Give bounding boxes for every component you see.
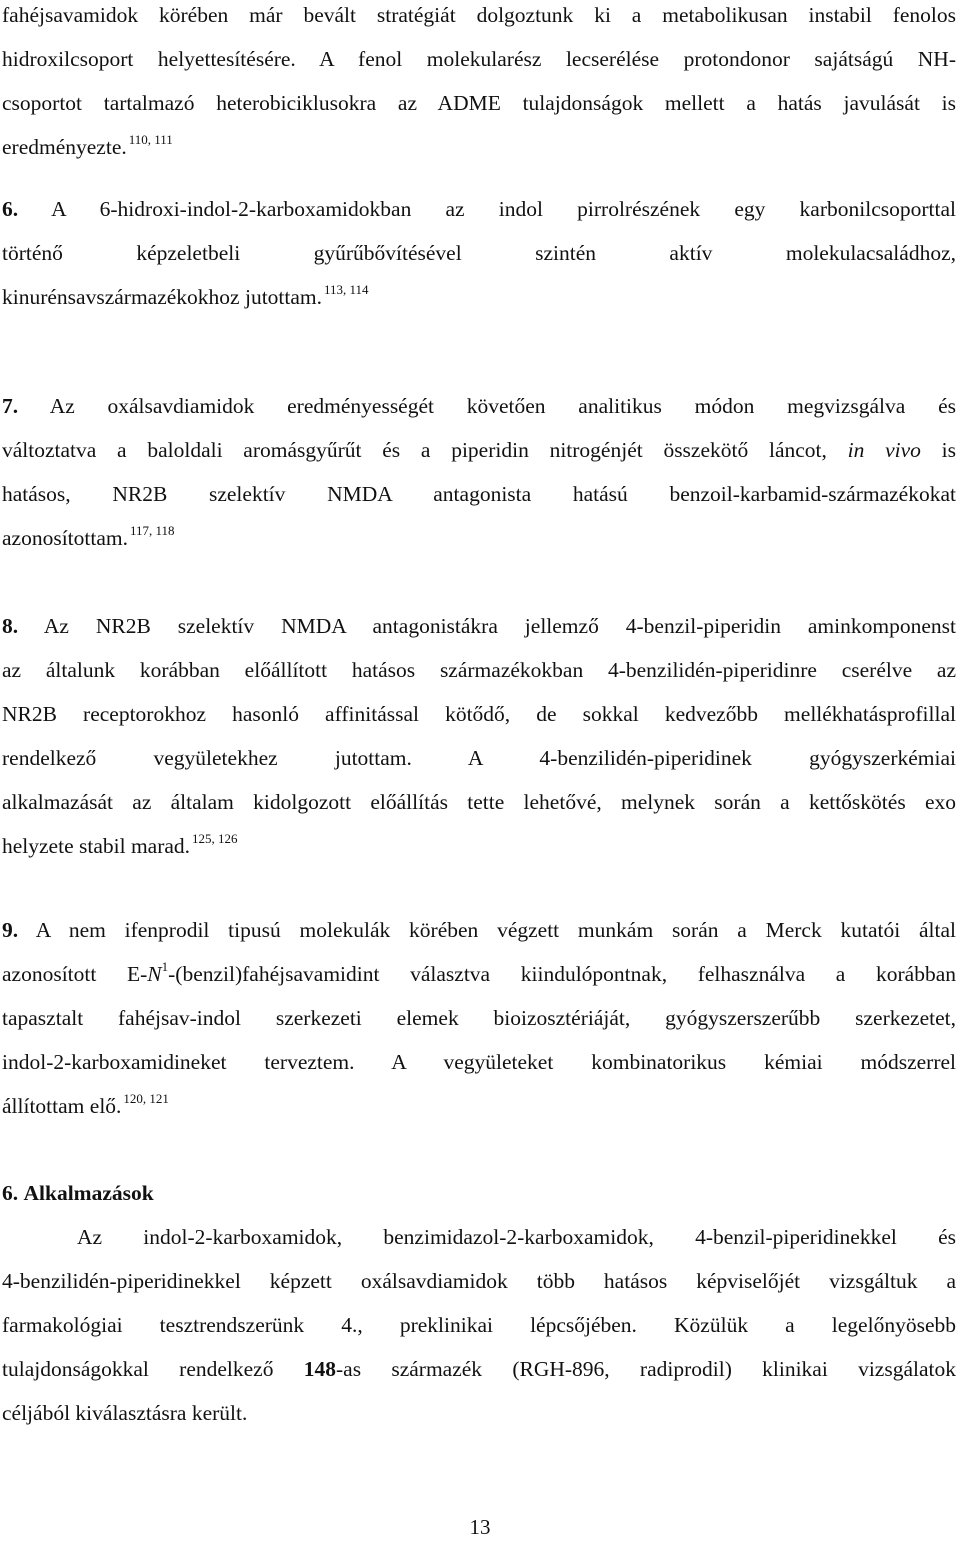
compound-number: 148 xyxy=(303,1357,336,1381)
text-fragment: Az NR2B szelektív NMDA antagonistákra jellemző 4-benzil-piperidin aminkomponenst xyxy=(43,614,956,638)
italic-term: in vivo xyxy=(847,438,921,462)
item-number: 8. xyxy=(2,614,19,638)
item-8-paragraph xyxy=(2,604,956,868)
text-line: farmakológiai tesztrendszerünk 4., preklinikai lépcsőjében. Közülük a legelőnyösebb xyxy=(2,1313,956,1337)
text-fragment: azonosítottam. xyxy=(2,526,128,550)
text-fragment: -(benzil)fahéjsavamidint választva kiindulópontnak, felhasználva a korábban xyxy=(168,962,956,986)
section-applications xyxy=(2,1171,956,1435)
text-line: alkalmazását az általam kidolgozott előállítás tette lehetővé, melynek során a kettőskötés exo xyxy=(2,790,956,814)
superscript: 1 xyxy=(161,959,169,974)
text-fragment: is xyxy=(941,438,957,462)
section-heading xyxy=(2,1171,956,1215)
item-6-paragraph xyxy=(2,187,956,319)
text-line xyxy=(2,824,956,868)
text-line: tapasztalt fahéjsav-indol szerkezeti elemek bioizosztériáját, gyógyszerszerűbb szerkezetet, xyxy=(2,1006,956,1030)
text-line: 4-benzilidén-piperidinekkel képzett oxálsavdiamidok több hatásos képviselőjét vizsgáltuk a xyxy=(2,1269,956,1293)
text-fragment: kinurénsavszármazékokhoz jutottam. xyxy=(2,285,323,309)
text-line: indol-2-karboxamidineket terveztem. A vegyületeket kombinatorikus kémiai módszerrel xyxy=(2,1050,956,1074)
text-line xyxy=(2,1084,956,1128)
text-line xyxy=(2,187,956,231)
text-line: Az indol-2-karboxamidok, benzimidazol-2-karboxamidok, 4-benzil-piperidinekkel és xyxy=(77,1225,956,1249)
text-line: céljából kiválasztásra került. xyxy=(2,1401,248,1425)
text-line: hatásos, NR2B szelektív NMDA antagonista hatású benzoil-karbamid-származékokat xyxy=(2,482,956,506)
item-7-paragraph xyxy=(2,384,956,560)
text-fragment: A nem ifenprodil tipusú molekulák körében végzett munkám során a Merck kutatói által xyxy=(35,918,956,942)
text-line xyxy=(2,384,956,428)
text-fragment: Az oxálsavdiamidok eredményességét követően analitikus módon megvizsgálva és xyxy=(49,394,956,418)
text-fragment: eredményezte. xyxy=(2,135,127,159)
text-fragment: változtatva a baloldali aromásgyűrűt és a piperidin nitrogénjét összekötő láncot, xyxy=(2,438,827,462)
text-fragment: -as származék (RGH-896, radiprodil) klinikai vizsgálatok xyxy=(336,1357,957,1381)
text-line xyxy=(2,428,956,472)
text-fragment: helyzete stabil marad. xyxy=(2,834,191,858)
text-fragment: állítottam elő. xyxy=(2,1094,122,1118)
text-line xyxy=(2,1347,956,1391)
text-line xyxy=(2,275,956,319)
item-number: 6. xyxy=(2,197,19,221)
text-line xyxy=(2,604,956,648)
reference-superscript: 113, 114 xyxy=(324,282,369,297)
text-line: fahéjsavamidok körében már bevált stratégiát dolgoztunk ki a metabolikusan instabil fenolos xyxy=(2,3,956,27)
text-fragment: tulajdonságokkal rendelkező xyxy=(2,1357,274,1381)
italic-term: N xyxy=(147,962,162,986)
text-line xyxy=(2,908,956,952)
reference-superscript: 120, 121 xyxy=(123,1091,169,1106)
text-line: hidroxilcsoport helyettesítésére. A fenol molekularész lecserélése protondonor sajátságú NH- xyxy=(2,47,956,71)
text-line: rendelkező vegyületekhez jutottam. A 4-benzilidén-piperidinek gyógyszerkémiai xyxy=(2,746,956,770)
reference-superscript: 117, 118 xyxy=(130,523,175,538)
page-number: 13 xyxy=(469,1515,491,1539)
text-line xyxy=(2,516,956,560)
reference-superscript: 125, 126 xyxy=(192,831,238,846)
section-title: Alkalmazások xyxy=(23,1181,154,1205)
text-line: az általunk korábban előállított hatásos származékokban 4-benzilidén-piperidinre cserélve az xyxy=(2,658,956,682)
text-line: történő képzeletbeli gyűrűbővítésével szintén aktív molekulacsaládhoz, xyxy=(2,241,956,265)
text-fragment: azonosított E- xyxy=(2,962,148,986)
item-9-paragraph xyxy=(2,908,956,1128)
section-number: 6. xyxy=(2,1181,19,1205)
item-number: 7. xyxy=(2,394,19,418)
text-line xyxy=(2,125,956,169)
text-line: NR2B receptorokhoz hasonló affinitással kötődő, de sokkal kedvezőbb mellékhatásprofillal xyxy=(2,702,956,726)
text-line: csoportot tartalmazó heterobiciklusokra az ADME tulajdonságok mellett a hatás javulását is xyxy=(2,91,956,115)
text-fragment: A 6-hidroxi-indol-2-karboxamidokban az indol pirrolrészének egy karbonilcsoporttal xyxy=(51,197,956,221)
reference-superscript: 110, 111 xyxy=(128,132,173,147)
item-number: 9. xyxy=(2,918,19,942)
intro-paragraph xyxy=(2,0,956,169)
text-line xyxy=(2,952,956,996)
